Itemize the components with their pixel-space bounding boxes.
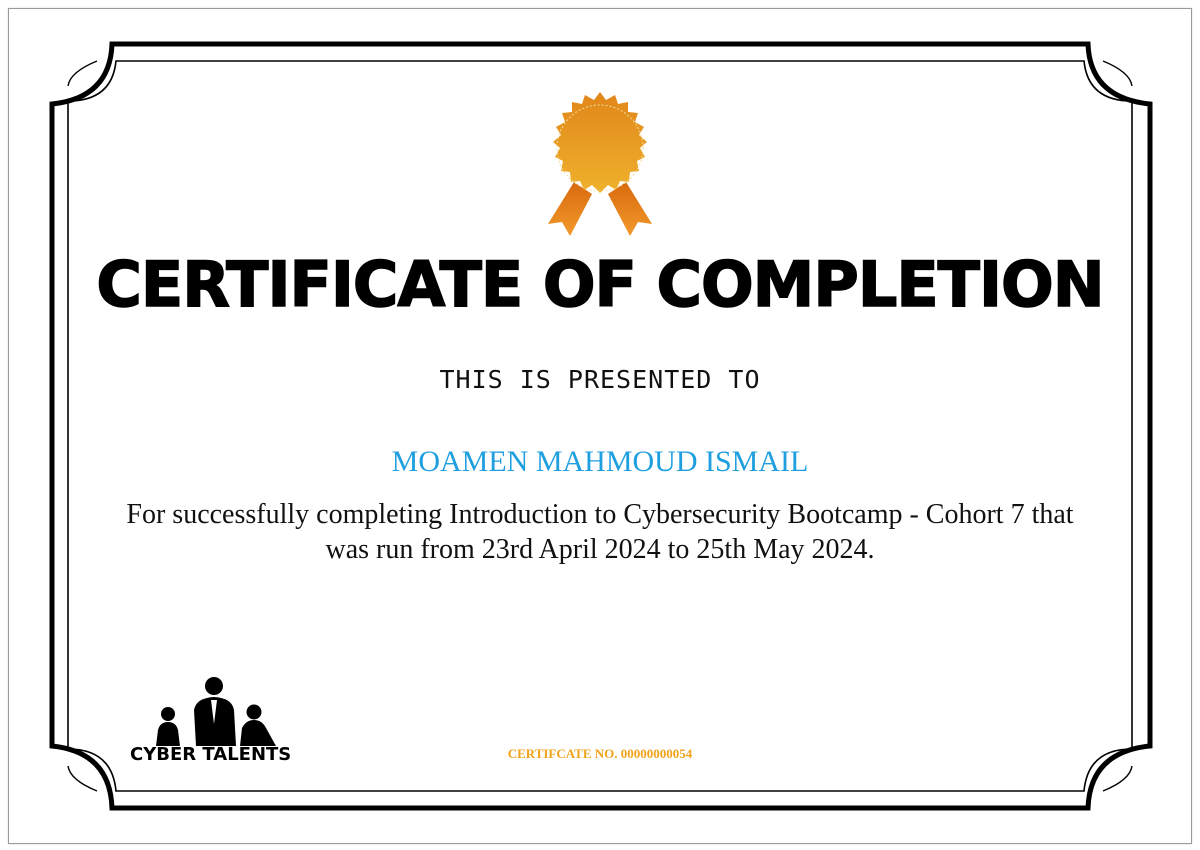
certificate-title: CERTIFICATE OF COMPLETION <box>96 248 1104 321</box>
certificate-number: CERTIFCATE NO. 00000000054 <box>507 746 693 761</box>
recipient-name: MOAMEN MAHMOUD ISMAIL <box>391 445 809 478</box>
logo-text: CYBER TALENTS <box>130 744 292 765</box>
completion-description: For successfully completing Introduction to Cybersecurity Bootcamp - Cohort 7 that was run from 23rd April 2024 to 25th May 2024. <box>126 499 1074 565</box>
award-medal-icon <box>540 90 660 240</box>
people-silhouette-icon <box>130 672 310 750</box>
presented-to-label: THIS IS PRESENTED TO <box>439 365 761 394</box>
